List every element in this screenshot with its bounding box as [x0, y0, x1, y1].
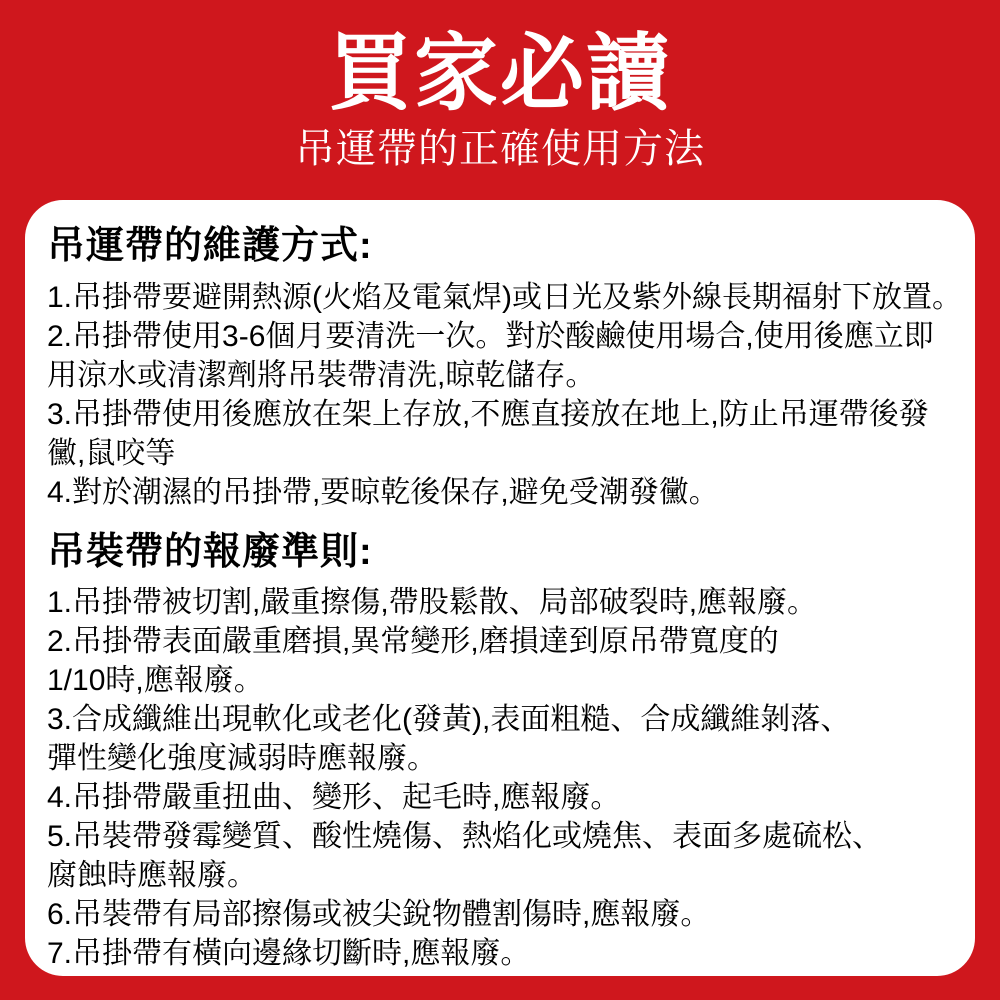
text-line: 1.吊掛帶被切割,嚴重擦傷,帶股鬆散、局部破裂時,應報廢。	[47, 586, 818, 619]
text-line: 用涼水或清潔劑將吊裝帶清洗,晾乾儲存。	[47, 359, 596, 392]
text-line: 7.吊掛帶有橫向邊緣切斷時,應報廢。	[47, 937, 531, 970]
text-line: 彈性變化強度減弱時應報廢。	[47, 742, 437, 775]
text-line: 4.對於潮濕的吊掛帶,要晾乾後保存,避免受潮發黴。	[47, 476, 719, 509]
section-maintenance	[47, 222, 963, 512]
section-scrapping-heading: 吊裝帶的報廢準則:	[47, 531, 373, 573]
page-subtitle: 吊運帶的正確使用方法	[295, 127, 705, 171]
text-line: 3.合成纖維出現軟化或老化(發黃),表面粗糙、合成纖維剝落、	[47, 703, 851, 736]
text-line: 4.吊掛帶嚴重扭曲、變形、起毛時,應報廢。	[47, 781, 621, 814]
section-scrapping	[47, 528, 963, 973]
section-maintenance-body	[47, 278, 963, 512]
text-line: 2.吊掛帶使用3-6個月要清洗一次。對於酸鹼使用場合,使用後應立即	[47, 320, 934, 353]
page-title: 買家必讀	[327, 26, 672, 120]
section-scrapping-body	[47, 583, 963, 973]
text-line: 1.吊掛帶要避開熱源(火焰及電氣焊)或日光及紫外線長期福射下放置。	[47, 281, 962, 314]
text-line: 6.吊裝帶有局部擦傷或被尖銳物體割傷時,應報廢。	[47, 898, 711, 931]
content-card	[25, 200, 975, 976]
text-line: 2.吊掛帶表面嚴重磨損,異常變形,磨損達到原吊帶寬度的	[47, 625, 779, 658]
section-maintenance-heading: 吊運帶的維護方式:	[47, 225, 373, 267]
text-line: 腐蝕時應報廢。	[47, 859, 257, 892]
text-line: 1/10時,應報廢。	[47, 664, 264, 697]
text-line: 5.吊裝帶發霉變質、酸性燒傷、熱焰化或燒焦、表面多處硫松、	[47, 820, 883, 853]
text-line: 黴,鼠咬等	[47, 437, 176, 470]
poster-header	[0, 0, 1000, 173]
text-line: 3.吊掛帶使用後應放在架上存放,不應直接放在地上,防止吊運帶後發	[47, 398, 929, 431]
